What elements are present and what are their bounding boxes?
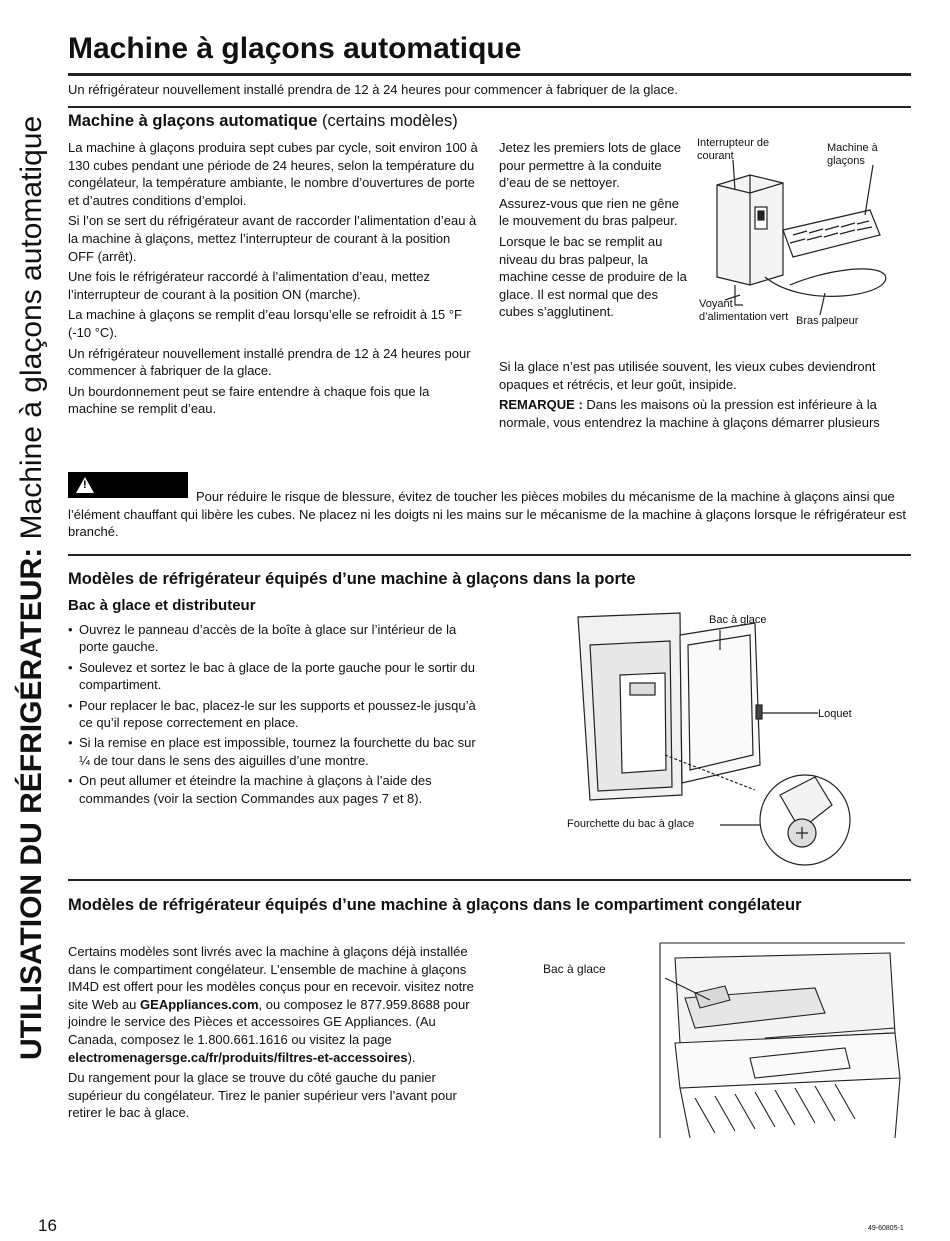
label-latch: Loquet [818, 708, 852, 720]
page-number: 16 [38, 1216, 57, 1235]
website-link[interactable]: GEAppliances.com [140, 996, 259, 1012]
section3-text [68, 943, 483, 1125]
label-ice-bin: Bac à glace [709, 614, 767, 626]
intro-rule [68, 106, 911, 108]
text-run: ). [407, 1049, 416, 1065]
freezer-illustration [655, 938, 910, 1143]
paragraph: La machine à glaçons se remplit d’eau lorsqu’elle se refroidit à 15 °F (-10 °C). [68, 307, 462, 340]
list-item: • Si la remise en place est impossible, tournez la fourchette du bac sur ¼ de tour dans le sens des aiguilles d’une montre. [68, 734, 478, 769]
list-item: • On peut allumer et éteindre la machine à glaçons à l’aide des commandes (voir la section Commandes aux pages 7 et 8). [68, 772, 478, 807]
label-power-light: Voyant d’alimentation vert [699, 298, 789, 323]
section1-mid-column [499, 139, 689, 324]
sidebar-title-thin: Machine à glaçons automatique [15, 115, 48, 548]
intro-text: Un réfrigérateur nouvellement installé prendra de 12 à 24 heures pour commencer à fabriquer de la glace. [68, 82, 678, 97]
paragraph: Un réfrigérateur nouvellement installé prendra de 12 à 24 heures pour commencer à fabriquer de la glace. [68, 345, 471, 379]
section2-rule [68, 554, 911, 556]
section2-bullets [68, 621, 478, 810]
paragraph: Assurez-vous que rien ne gêne le mouvement du bras palpeur. [499, 195, 679, 229]
label-freezer-ice-bin: Bac à glace [543, 962, 606, 976]
note-text: Dans les maisons où la pression est inférieure à la normale, vous entendrez la machine à glaçons démarrer plusieurs [499, 397, 880, 430]
sidebar-title [12, 40, 52, 1060]
paragraph: Une fois le réfrigérateur raccordé à l’alimentation d’eau, mettez l’interrupteur de courant à la position ON (marche). [68, 269, 431, 302]
list-item: • Ouvrez le panneau d’accès de la boîte à glace sur l’intérieur de la porte gauche. [68, 621, 478, 656]
section1-heading-bold: Machine à glaçons automatique [68, 112, 318, 130]
text-run: , ou composez le 877.959.8688 pour joindre le service des Pièces et accessoires GE Appliances. (Au Canada, composez le 1.800.661.1616 ou visitez la page [68, 996, 470, 1047]
document-code: 49-60805-1 [868, 1225, 904, 1232]
section3-rule [68, 879, 911, 881]
paragraph [68, 943, 483, 1066]
paragraph: Si la glace n’est pas utilisée souvent, les vieux cubes deviendront opaques et rétrécis, et leur goût, insipide. [499, 359, 876, 392]
label-bin-fork: Fourchette du bac à glace [567, 818, 695, 830]
label-icemaker: Machine à glaçons [827, 142, 878, 167]
list-item: • Pour replacer le bac, placez-le sur les supports et poussez-le jusqu’à ce qu’il repose correctement en place. [68, 697, 478, 732]
paragraph: La machine à glaçons produira sept cubes par cycle, soit environ 100 à 130 cubes pendant une période de 24 heures, selon la température du congélateur, la température ambiante, le nombre d’ouvertures de porte et d’autres conditions d’emploi. [68, 140, 478, 208]
section1-heading [68, 112, 458, 131]
note-label: REMARQUE : [499, 397, 583, 413]
section1-heading-rest: (certains modèles) [317, 112, 458, 130]
paragraph: Lorsque le bac se remplit au niveau du bras palpeur, la machine cesse de produire de la glace. Il est normal que des cubes s’agglutinent. [499, 233, 687, 320]
paragraph: Un bourdonnement peut se faire entendre à chaque fois que la machine se remplit d’eau. [68, 383, 430, 417]
section2-heading: Modèles de réfrigérateur équipés d’une machine à glaçons dans la porte [68, 570, 636, 588]
list-item: • Soulevez et sortez le bac à glace de la porte gauche pour le sortir du compartiment. [68, 659, 478, 694]
label-feeler-arm: Bras palpeur [796, 315, 859, 327]
warning-text: Pour réduire le risque de blessure, évitez de toucher les pièces mobiles du mécanisme de la machine à glaçons ainsi que l’élément chauffant qui libère les cubes. Ne placez ni les doigts ni les mains sur le mécanisme de la machine à glaçons lorsque le réfrigérateur est branché. [68, 489, 906, 540]
label-power-switch: Interrupteur de courant [697, 137, 770, 162]
section2-subheading: Bac à glace et distributeur [68, 597, 256, 614]
paragraph: Jetez les premiers lots de glace pour permettre à la conduite d’eau de se nettoyer. [499, 140, 682, 191]
section1-left-column [68, 139, 478, 421]
paragraph: Si l’on se sert du réfrigérateur avant de raccorder l’alimentation d’eau à la machine à glaçons, mettez l’interrupteur de courant à la position OFF (arrêt). [68, 213, 477, 264]
paragraph: Du rangement pour la glace se trouve du côté gauche du panier supérieur du congélateur. Tirez le panier supérieur vers l’avant pour retirer le bac à glace. [68, 1070, 457, 1121]
note-paragraph [499, 396, 904, 431]
section3-heading: Modèles de réfrigérateur équipés d’une machine à glaçons dans le compartiment congélateur [68, 896, 802, 914]
page-title: Machine à glaçons automatique [68, 32, 522, 65]
sidebar-title-bold: UTILISATION DU RÉFRIGÉRATEUR: [15, 547, 48, 1060]
text-run: Certains modèles sont livrés avec la machine à glaçons déjà installée dans le compartiment congélateur. L’ensemble de machine à glaçons IM4D est offert pour les modèles conçus pour en recevoir. visitez notre site Web au [68, 944, 474, 1012]
canada-website-link[interactable]: electromenagersge.ca/fr/produits/filtres-et-accessoires [68, 1049, 408, 1065]
section1-wide-text [499, 358, 904, 434]
title-rule [68, 73, 911, 76]
